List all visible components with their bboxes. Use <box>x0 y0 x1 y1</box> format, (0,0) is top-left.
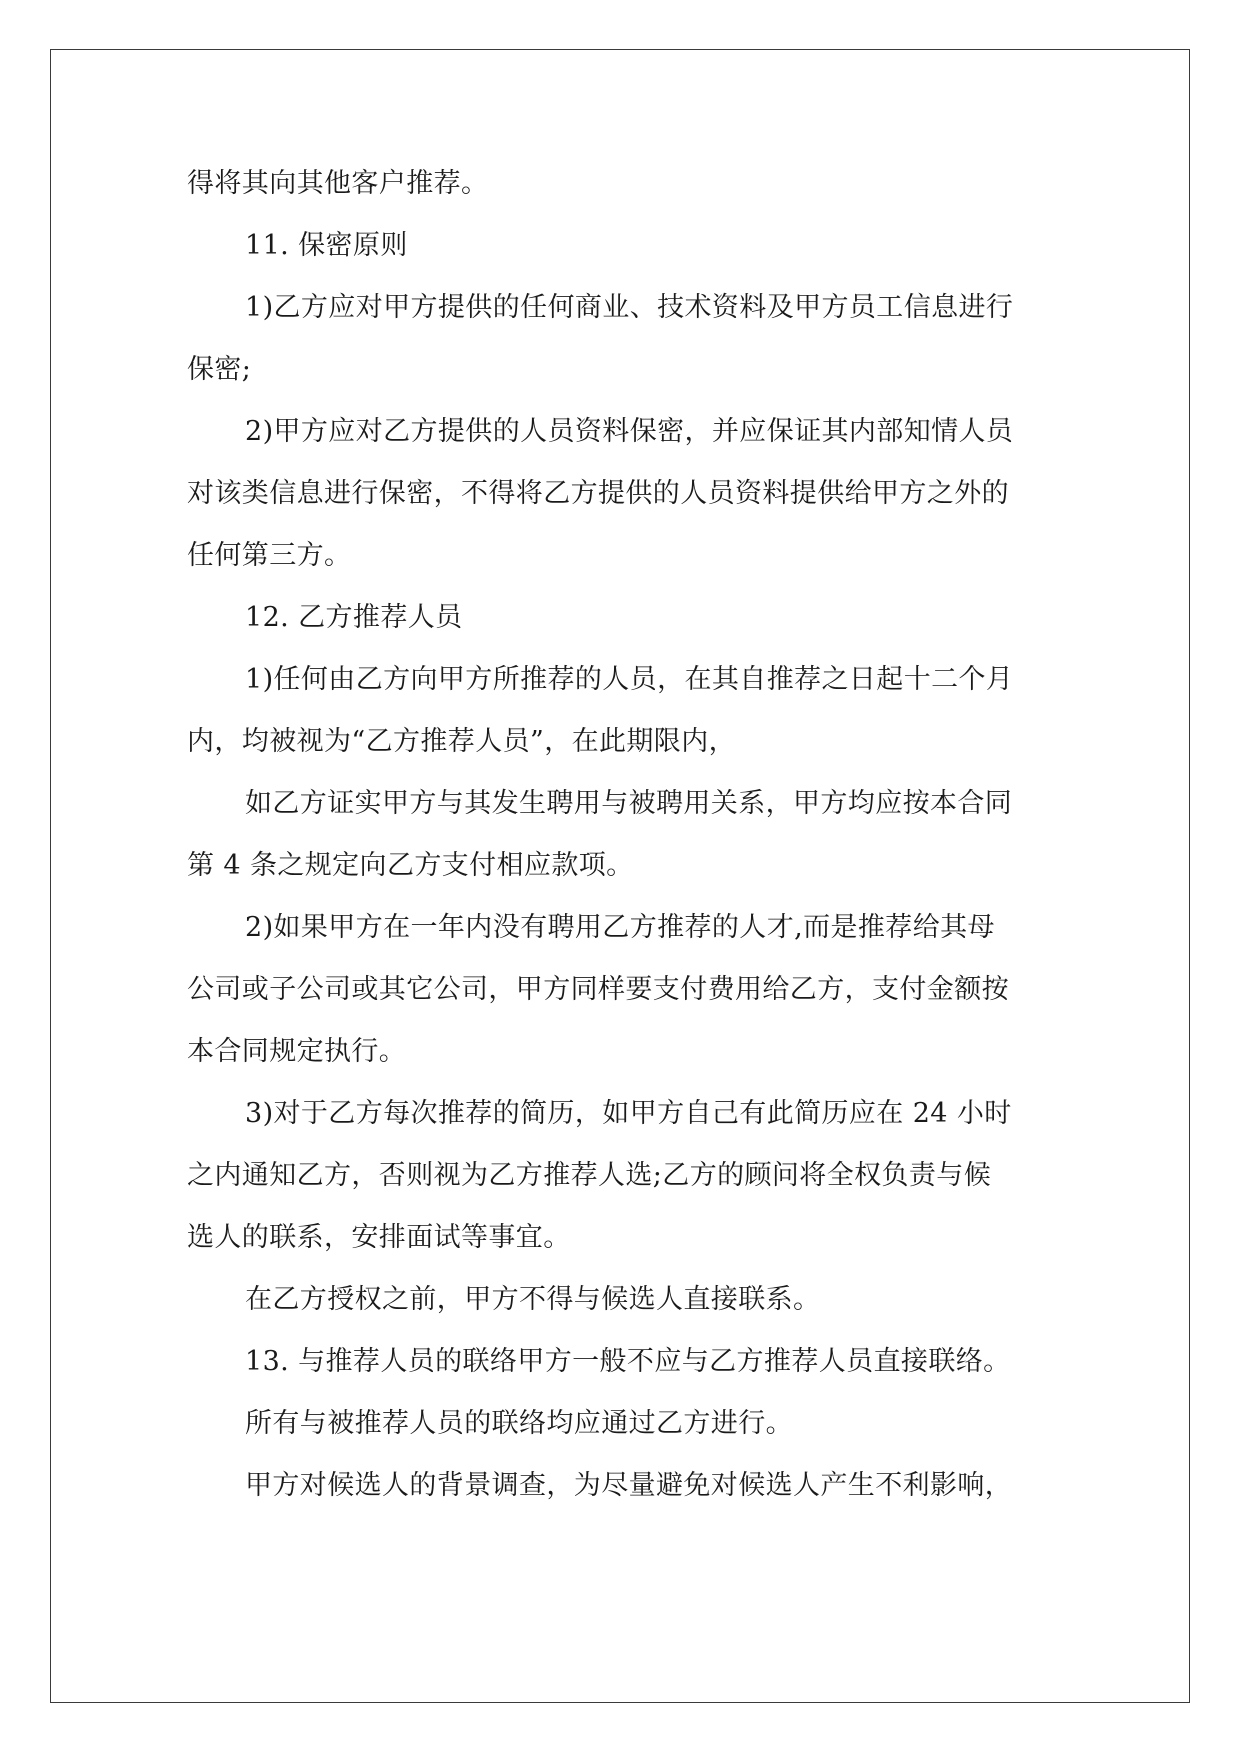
section-heading-recommended-personnel: 12. 乙方推荐人员 <box>245 602 463 633</box>
text-line: 所有与被推荐人员的联络均应通过乙方进行。 <box>245 1408 793 1439</box>
text-line: 在乙方授权之前，甲方不得与候选人直接联系。 <box>245 1284 821 1315</box>
text-line: 得将其向其他客户推荐。 <box>187 168 489 199</box>
section-heading-confidentiality: 11. 保密原则 <box>245 230 408 261</box>
text-line: 2)甲方应对乙方提供的人员资料保密，并应保证其内部知情人员 <box>245 416 1014 447</box>
text-line: 公司或子公司或其它公司，甲方同样要支付费用给乙方，支付金额按 <box>187 974 1009 1005</box>
text-line: 本合同规定执行。 <box>187 1036 407 1067</box>
text-line: 选人的联系，安排面试等事宜。 <box>187 1222 571 1253</box>
document-body <box>187 153 1057 1517</box>
text-line: 甲方对候选人的背景调查，为尽量避免对候选人产生不利影响， <box>245 1470 1013 1501</box>
text-line: 对该类信息进行保密，不得将乙方提供的人员资料提供给甲方之外的 <box>187 478 1009 509</box>
text-line: 第 4 条之规定向乙方支付相应款项。 <box>187 850 634 881</box>
text-line: 3)对于乙方每次推荐的简历，如甲方自己有此简历应在 24 小时 <box>245 1098 1012 1129</box>
text-line: 内，均被视为“乙方推荐人员”，在此期限内， <box>187 726 737 757</box>
text-line: 任何第三方。 <box>187 540 352 571</box>
text-line: 如乙方证实甲方与其发生聘用与被聘用关系，甲方均应按本合同 <box>245 788 1013 819</box>
text-line: 保密; <box>187 354 252 385</box>
section-heading-contact: 13. 与推荐人员的联络甲方一般不应与乙方推荐人员直接联络。 <box>245 1346 1011 1377</box>
text-line: 之内通知乙方，否则视为乙方推荐人选;乙方的顾问将全权负责与候 <box>187 1160 992 1191</box>
text-line: 2)如果甲方在一年内没有聘用乙方推荐的人才,而是推荐给其母 <box>245 912 995 943</box>
text-line: 1)任何由乙方向甲方所推荐的人员，在其自推荐之日起十二个月 <box>245 664 1014 695</box>
text-line: 1)乙方应对甲方提供的任何商业、技术资料及甲方员工信息进行 <box>245 292 1014 323</box>
